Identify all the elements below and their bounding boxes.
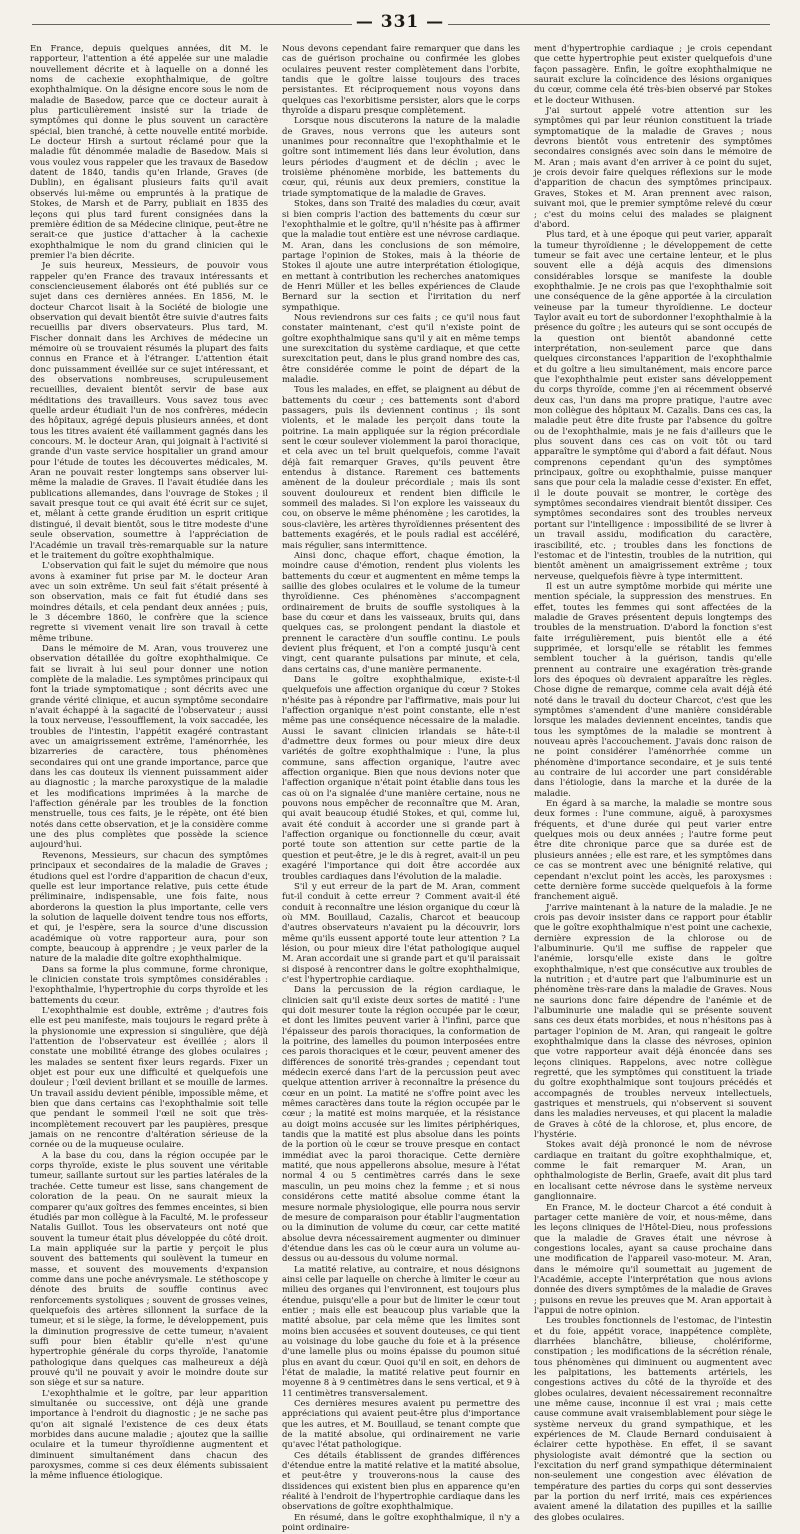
paragraph: Ainsi donc, chaque effort, chaque émotion, la moindre cause d'émotion, rendent plus violents les battements du cœur et augmentent en même temps la saillie des globes oculaires et le volume de la tumeur thyroïdienne. Ces phénomènes s'accompagnent ordinairement de bruits de souffle systoliques à la base du cœur et dans les vaisseaux, bruits qui, dans quelques cas, se prolongent pendant la diastole et prennent le caractère d'un souffle continu. Le pouls devient plus fréquent, et l'on a compté jusqu'à cent vingt, cent quarante pulsations par minute, et cela, dans certains cas, d'une manière permanente. [282, 550, 520, 675]
paragraph: En France, M. le docteur Charcot a été conduit à partager cette manière de voir, et nous-même, dans les leçons cliniques de l'Hôtel-Dieu, nous professions que la maladie de Graves était une névrose à congestions locales, ayant sa cause prochaine dans une modification de l'appareil vaso-moteur. M. Aran, dans le mémoire qu'il soumettait au jugement de l'Académie, accepte l'interprétation que nous avions donnée des divers symptômes de la maladie de Graves ; puisons en revue les preuves que M. Aran apportait à l'appui de notre opinion. [534, 1202, 772, 1316]
paragraph: Dans sa forme la plus commune, forme chronique, le clinicien constate trois symptômes considérables : l'exophthalmie, l'hypertrophie du corps thyroïde et les battements du cœur. [30, 964, 268, 1006]
paragraph: S'il y eut erreur de la part de M. Aran, comment fut-il conduit à cette erreur ? Comment avait-il été conduit à reconnaître une lésion organique du cœur là où MM. Bouillaud, Cazalis, Charcot et beaucoup d'autres observateurs n'avaient pu la découvrir, lors même qu'ils eussent apporté toute leur attention ? La lésion, ou pour mieux dire l'état pathologique auquel M. Aran accordait une si grande part et qu'il paraissait si disposé à rencontrer dans le goître exophthalmique, c'est l'hypertrophie cardiaque. [282, 881, 520, 985]
paragraph: Plus tard, et à une époque qui peut varier, apparaît la tumeur thyroïdienne ; le développement de cette tumeur se fait avec une certaine lenteur, et le plus souvent elle a déjà acquis des dimensions considérables lorsque se manifeste la double exophthalmie. Je ne crois pas que l'exophthalmie soit une conséquence de la gêne apportée à la circulation veineuse par la tumeur thyroïdienne. Le docteur Taylor avait eu tort de subordonner l'exophthalmie à la présence du goître ; les auteurs qui se sont occupés de la question ont bientôt abandonné cette interprétation, non-seulement parce que dans quelques circonstances l'apparition de l'exophthalmie et du goître a lieu simultanément, mais encore parce que l'exophthalmie peut exister sans développement du corps thyroïde, comme j'en ai récemment observé deux cas, l'un dans ma propre pratique, l'autre avec mon collègue des hôpitaux M. Cazalis. Dans ces cas, la maladie peut être dite fruste par l'absence du goître ou de l'exophthalmie, mais je ne fais d'ailleurs que le plus souvent dans ces cas on voit tôt ou tard apparaître le symptôme qui d'abord a fait défaut. Nous comprenons cependant qu'un des symptômes principaux, goître ou exophthalmie, puisse manquer sans que pour cela la maladie cesse d'exister. En effet, il le doute pouvait se montrer, le cortège des symptômes secondaires viendrait bientôt dissiper. Ces symptômes secondaires sont des troubles nerveux portant sur l'intelligence : impossibilité de se livrer à un travail assidu, modification du caractère, irascibilité, etc. ; troubles dans les fonctions de l'estomac et de l'intestin, troubles de la nutrition, qui bientôt amènent un amaigrissement extrême ; toux nerveuse, quelquefois fièvre à type intermittent. [534, 230, 772, 582]
paragraph: Dans le goître exophthalmique, existe-t-il quelquefois une affection organique du cœur ? Stokes n'hésite pas à répondre par l'affirmative, mais pour lui l'affection organique n'est point constante, elle n'est même pas une conséquence nécessaire de la maladie. Aussi le savant clinicien irlandais se hâte-t-il d'admettre deux formes ou pour mieux dire deux variétés de goître exophthalmique : l'une, la plus commune, sans affection organique, l'autre avec affection organique. Bien que nous devions noter que l'affection organique n'était point établie dans tous les cas où on l'a signalée d'une manière certaine, nous ne pouvons nous empêcher de reconnaître que M. Aran, qui avait beaucoup étudié Stokes, et qui, comme lui, avait été conduit à accorder une si grande part à l'affection organique ou fonctionnelle du cœur, avait porté toute son attention sur cette partie de la question et peut-être, je le dis à regret, avait-il un peu exagéré l'importance qui doit être accordée aux troubles cardiaques dans l'évolution de la maladie. [282, 674, 520, 882]
text-columns [30, 44, 772, 1534]
paragraph: En égard à sa marche, la maladie se montre sous deux formes : l'une commune, aiguë, à paroxysmes fréquents, et d'une durée qui peut varier entre quelques mois ou deux années ; l'autre forme peut être dite chronique parce que sa durée est de plusieurs années ; elle est rare, et les symptômes dans ce cas se montrent avec une bénignité relative, qui cependant n'exclut point les accès, les paroxysmes : cette dernière forme succède quelquefois à la forme franchement aiguë. [534, 799, 772, 903]
header-rule-left [32, 24, 362, 25]
paragraph: Dans la percussion de la région cardiaque, le clinicien sait qu'il existe deux sortes de matité : l'une qui doit mesurer toute la région occupée par le cœur, et dont les limites peuvent varier à l'infini, parce que l'épaisseur des parois thoraciques, la conformation de la poitrine, des lamelles du poumon interposées entre ces parois thoraciques et le cœur, peuvent amener des différences de sonorité très-grandes ; cependant tout médecin exercé dans l'art de la percussion peut avec quelque attention arriver à reconnaître la présence du cœur en un point. La matité ne s'offre point avec les mêmes caractères dans toute la région occupée par le cœur ; la matité est moins marquée, et la résistance au doigt moins accusée sur les limites périphériques, tandis que la matité est plus absolue dans les points de la portion où le cœur se trouve presque en contact immédiat avec la paroi thoracique. Cette dernière matité, que nous appellerons absolue, mesure à l'état normal 4 ou 5 centimètres carrés dans le sexe masculin, un peu moins chez la femme ; et si nous considérons cette matité absolue comme étant la mesure normale physiologique, elle pourra nous servir de mesure de comparaison pour établir l'augmentation ou la diminution de volume du cœur, car cette matité absolue devra nécessairement augmenter ou diminuer d'étendue dans les cas où le cœur aura un volume au-dessus ou au-dessous du volume normal. [282, 985, 520, 1265]
paragraph: En France, depuis quelques années, dit M. le rapporteur, l'attention a été appelée sur une maladie nouvellement décrite et à laquelle on a donné les noms de cachexie exophthalmique, de goître exophthalmique. On la désigne encore sous le nom de maladie de Basedow, parce que ce docteur aurait à plus particulièrement insisté sur la triade de symptômes qui donne le plus souvent un caractère spécial, bien tranché, à cette nouvelle entité morbide. Le docteur Hirsh a surtout réclamé pour que la maladie fût dénommée maladie de Basedow. Mais si vous voulez vous rappeler que les travaux de Basedow datent de 1840, tandis qu'en Irlande, Graves (de Dublin), en égalisant plusieurs faits qu'il avait observés lui-même ou empruntés à la pratique de Stokes, de Marsh et de Parry, publiait en 1835 des leçons qui plus tard furent consignées dans la première édition de sa Médecine clinique, peut-être ne serait-ce que justice d'attacher à la cachexie exophthalmique le nom du grand clinicien qui le premier l'a bien décrite. [30, 44, 268, 261]
paragraph: J'arrive maintenant à la nature de la maladie. Je ne crois pas devoir insister dans ce rapport pour établir que le goître exophthalmique n'est point une cachexie, dernière expression de la chlorose ou de l'albuminurie. Qu'il me suffise de rappeler que l'anémie, lorsqu'elle existe dans le goître exophthalmique, n'est que consécutive aux troubles de la nutrition ; et d'autre part que l'albuminurie est un phénomène très-rare dans la maladie de Graves. Nous ne saurions donc faire dépendre de l'anémie et de l'albuminurie une maladie qui se présente souvent sans ces deux états morbides, et nous n'hésitons pas à partager l'opinion de M. Aran, qui rangeait le goître exophthalmique dans la classe des névroses, opinion que votre rapporteur avait déjà énoncée dans ses leçons cliniques. Rappelons, avec notre collègue regretté, que les symptômes qui constituent la triade du goître exophthalmique sont toujours précédés et accompagnés de troubles nerveux intellectuels, gastriques et menstruels, qui n'observent si souvent dans les maladies nerveuses, et qui placent la maladie de Graves à côté de la chlorose, et, plus encore, de l'hystérie. [534, 902, 772, 1141]
paragraph: La matité relative, au contraire, et nous désignons ainsi celle par laquelle on cherche à limiter le cœur au milieu des organes qui l'environnent, est toujours plus étendue, puisqu'elle a pour but de limiter le cœur tout entier ; mais elle est beaucoup plus variable que la matité absolue, par cela même que les limites sont moins bien accusées et souvent douteuses, ce qui tient au voisinage du lobe gauche du foie et à la présence d'une lamelle plus ou moins épaisse du poumon situé plus en avant du cœur. Quoi qu'il en soit, en dehors de l'état de maladie, la matité relative peut fournir en moyenne 8 à 9 centimètres dans le sens vertical, et 9 à 11 centimètres transversalement. [282, 1264, 520, 1399]
column-right [534, 44, 772, 1523]
page-number: — 331 — [352, 12, 448, 32]
page-header [0, 12, 800, 36]
paragraph: Ces dernières mesures avaient pu permettre des appréciations qui avaient peut-être plus d'importance que les autres, et M. Bouillaud, se tenant compte que de la matité absolue, qui ordinairement ne varie qu'avec l'état pathologique. [282, 1399, 520, 1451]
paragraph: A la base du cou, dans la région occupée par le corps thyroïde, existe le plus souvent une véritable tumeur, saillante surtout sur les parties latérales de la trachée. Cette tumeur est lisse, sans changement de coloration de la peau. On ne saurait mieux la comparer qu'aux goîtres des femmes enceintes, si bien étudiés par mon collègue à la Faculté, M. le professeur Natalis Guillot. Tous les observateurs ont noté que souvent la tumeur était plus développée du côté droit. La main appliquée sur la partie y perçoit le plus souvent des battements qui soulèvent la tumeur en masse, et souvent des mouvements d'expansion comme dans une poche anévrysmale. Le stéthoscope y dénote des bruits de souffle continus avec renforcements systoliques ; souvent de grosses veines, quelquefois des artères sillonnent la surface de la tumeur, et si le siège, la forme, le développement, puis la diminution progressive de cette tumeur, n'avaient suffi pour bien établir qu'elle n'est qu'une hypertrophie générale du corps thyroïde, l'anatomie pathologique dans quelques cas malheureux a déjà prouvé qu'il ne pouvait y avoir le moindre doute sur son siège et sur sa nature. [30, 1150, 268, 1389]
paragraph: Ces détails établissent de grandes différences d'étendue entre la matité relative et la matité absolue, et peut-être y trouverons-nous la cause des dissidences qui existent bien plus en apparence qu'en réalité à l'endroit de l'hypertrophie cardiaque dans les observations de goître exophthalmique. [282, 1450, 520, 1513]
paragraph: Stokes, dans son Traité des maladies du cœur, avait si bien compris l'action des battements du cœur sur l'exophthalmie et le goître, qu'il n'hésite pas à affirmer que la maladie tout entière est une névrose cardiaque. M. Aran, dans les conclusions de son mémoire, partage l'opinion de Stokes, mais à la théorie de Stokes il ajoute une autre interprétation étiologique, en mettant à contribution les recherches anatomiques de Henri Müller et les belles expériences de Claude Bernard sur la section et l'irritation du nerf sympathique. [282, 199, 520, 313]
paragraph: J'ai surtout appelé votre attention sur les symptômes qui par leur réunion constituent la triade symptomatique de la maladie de Graves ; nous devrons bientôt vous entretenir des symptômes secondaires consignés avec soin dans le mémoire de M. Aran ; mais avant d'en arriver à ce point du sujet, je crois devoir faire quelques réflexions sur le mode d'apparition de chacun des symptômes principaux. Graves, Stokes et M. Aran prennent avec raison, suivant moi, que le premier symptôme relevé du cœur ; c'est du moins celui des malades se plaignent d'abord. [534, 106, 772, 230]
paragraph: Dans le mémoire de M. Aran, vous trouverez une observation détaillée du goître exophthalmique. Ce fait se livrait à lui seul pour donner une notion complète de la maladie. Les symptômes principaux qui font la triade symptomatique ; sont décrits avec une grande vérité clinique, et aucun symptôme secondaire n'avait échappé à la sagacité de l'observateur ; aussi la toux nerveuse, l'essoufflement, la voix saccadée, les troubles de l'intestin, l'appétit exagéré contrastant avec un amaigrissement extrême, l'aménorrhée, les bizarreries de caractère, tous phénomènes secondaires qui ont une grande importance, parce que dans les cas douteux ils viennent puissamment aider au diagnostic ; la marche paroxystique de la maladie et les modifications imprimées à la marche de l'affection générale par les troubles de la fonction menstruelle, tous ces faits, je le répète, ont été bien notés dans cette observation, et je la considère comme une des plus complètes que possède la science aujourd'hui. [30, 643, 268, 851]
column-middle [282, 44, 520, 1534]
paragraph: Il est un autre symptôme morbide qui mérite une mention spéciale, la suppression des menstrues. En effet, toutes les femmes qui sont affectées de la maladie de Graves présentent depuis longtemps des troubles de la menstruation. D'abord la fonction s'est faite irrégulièrement, puis bientôt elle a été supprimée, et lorsqu'elle se rétablit les femmes semblent toucher à la guérison, tandis qu'elle prennent au contraire une exagération très-grande lors des époques où devraient apparaître les règles. Chose digne de remarque, comme cela avait déjà été noté dans le travail du docteur Charcot, c'est que les symptômes s'amendent d'une manière considérable lorsque les malades deviennent enceintes, tandis que tous les symptômes de la maladie se montrent à nouveau après l'accouchement. J'avais donc raison de ne point considérer l'aménorrhée comme un phénomène d'importance secondaire, et je suis tenté au contraire de lui accorder une part considérable dans l'étiologie, dans la marche et la durée de la maladie. [534, 581, 772, 799]
paragraph: Je suis heureux, Messieurs, de pouvoir vous rappeler qu'en France des travaux intéressants et consciencieusement élaborés ont été publiés sur ce sujet dans ces dernières années. En 1856, M. le docteur Charcot lisait à la Société de biologie une observation qui devait bientôt être suivie d'autres faits recueillis par divers observateurs. Plus tard, M. Fischer donnait dans les Archives de médecine un mémoire où se trouvaient résumés la plupart des faits connus en France et à l'étranger. L'attention était donc puissamment éveillée sur ce sujet intéressant, et des observations nombreuses, scrupuleusement recueillies, devaient bientôt servir de base aux méditations des travailleurs. Vous savez tous avec quelle ardeur étudiait l'un de nos confrères, médecin des hôpitaux, agrégé depuis plusieurs années, et dont tous les titres avaient été vaillamment gagnés dans les concours. M. le docteur Aran, qui joignait à l'activité si grande d'un vaste service hospitalier un grand amour pour l'étude de toutes les découvertes médicales, M. Aran ne pouvait rester longtemps sans observer lui-même la maladie de Graves. Il l'avait étudiée dans les publications allemandes, dans l'ouvrage de Stokes ; il savait presque tout ce qui avait été écrit sur ce sujet, et, mêlant à cette grande érudition un esprit critique distingué, il devait bientôt, sous le titre modeste d'une seule observation, soumettre à l'appréciation de l'Académie un travail très-remarquable sur la nature et le traitement du goître exophthalmique. [30, 261, 268, 561]
paragraph: ment d'hypertrophie cardiaque ; je crois cependant que cette hypertrophie peut exister quelquefois d'une façon passagère. Enfin, le goître exophthalmique ne saurait exclure la coïncidence des lésions organiques du cœur, comme cela été très-bien observé par Stokes et le docteur Withusen. [534, 44, 772, 106]
paragraph: Revenons, Messieurs, sur chacun des symptômes principaux et secondaires de la maladie de Graves ; étudions quel est l'ordre d'apparition de chacun d'eux, quelle est leur importance relative, puis cette étude préliminaire, indispensable, une fois faite, nous aborderons la question la plus importante, celle vers la solution de laquelle doivent tendre tous nos efforts, et qui, je l'espère, sera la source d'une discussion académique où votre rapporteur aura, pour son compte, beaucoup à apprendre ; je veux parler de la nature de la maladie dite goître exophthalmique. [30, 850, 268, 965]
paragraph: Nous reviendrons sur ces faits ; ce qu'il nous faut constater maintenant, c'est qu'il n'existe point de goître exophthalmique sans qu'il y ait en même temps une surexcitation du système cardiaque, et que cette surexcitation peut, dans le plus grand nombre des cas, être considérée comme le point de départ de la maladie. [282, 312, 520, 385]
paragraph: Les troubles fonctionnels de l'estomac, de l'intestin et du foie, appétit vorace, inappétence complète, diarrhées blanchâtre, bilieuse, cholériforme, constipation ; les modifications de la sécrétion rénale, tous phénomènes qui diminuent ou augmentent avec les palpitations, les battements artériels, les congestions actives du côté de la thyroïde et des globes oculaires, devaient nécessairement reconnaître une même cause, inconnue il est vrai ; mais cette cause commune avait vraisemblablement pour siège le système nerveux du grand sympathique, et les expériences de M. Claude Bernard conduisaient à éclairer cette hypothèse. En effet, il se savant physiologiste avait démontré que la section ou l'excitation du nerf grand sympathique déterminaient non-seulement une congestion avec élévation de température des parties du corps qui sont desservies par la portion du nerf irrité, mais ces expériences avaient amené la dilatation des pupilles et la saillie des globes oculaires. [534, 1316, 772, 1523]
paragraph: Stokes avait déjà prononcé le nom de névrose cardiaque en traitant du goître exophthalmique, et, comme le fait remarquer M. Aran, un ophthalmologiste de Berlin, Graefe, avait dit plus tard en localisant cette névrose dans le système nerveux ganglionnaire. [534, 1140, 772, 1203]
header-rule-right [438, 24, 770, 25]
paragraph: En résumé, dans le goître exophthalmique, il n'y a point ordinaire- [282, 1512, 520, 1534]
paragraph: Tous les malades, en effet, se plaignent au début de battements du cœur ; ces battements sont d'abord passagers, puis ils deviennent continus ; ils sont violents, et le malade les perçoit dans toute la poitrine. La main appliquée sur la région précordiale sent le cœur soulever violemment la paroi thoracique, et cela avec un tel bruit quelquefois, comme l'avait déjà fait remarquer Graves, qu'ils peuvent être entendus à distance. Rarement ces battements amènent de la douleur précordiale ; mais ils sont souvent douloureux et rendent bien difficile le sommeil des malades. Si l'on explore les vaisseaux du cou, on observe le même phénomène ; les carotides, la sous-clavière, les artères thyroïdiennes présentent des battements exagérés, et le pouls radial est accéléré, mais régulier, sans intermittence. [282, 385, 520, 551]
paragraph: L'exophthalmie et le goître, par leur apparition simultanée ou successive, ont déjà une grande importance à l'endroit du diagnostic ; je ne sache pas qu'on ait signalé l'existence de ces deux états morbides dans aucune maladie ; ajoutez que la saillie oculaire et la tumeur thyroïdienne augmentent et diminuent simultanément dans chacun des paroxysmes, comme si ces deux éléments subissaient la même influence étiologique. [30, 1388, 268, 1482]
paragraph: L'observation qui fait le sujet du mémoire que nous avons à examiner fut prise par M. le docteur Aran avec un soin extrême. Un seul fait s'était présenté à son observation, mais ce fait fut étudié dans ses moindres détails, et cela pendant deux années ; puis, le 3 décembre 1860, le confrère que la science regrette si vivement venait lire son travail à cette même tribune. [30, 561, 268, 644]
paragraph: L'exophthalmie est double, extrême ; d'autres fois elle est peu manifeste, mais toujours le regard prête à la physionomie une expression si singulière, que déjà l'attention de l'observateur est éveillée ; alors il constate une mobilité étrange des globes oculaires ; les malades se sentent fixer leurs regards. Fixer un objet est pour eux une difficulté et quelquefois une douleur ; l'œil devient brillant et se mouille de larmes. Un travail assidu devient pénible, impossible même, et bien que dans certains cas l'exophthalmie soit telle que pendant le sommeil l'œil ne soit que très-incomplètement recouvert par les paupières, presque jamais on ne rencontre d'altération sérieuse de la cornée ou de la muqueuse oculaire. [30, 1005, 268, 1151]
paragraph: Nous devons cependant faire remarquer que dans les cas de guérison prochaine ou confirmée les globes oculaires peuvent rester complètement dans l'orbite, tandis que le goître laisse toujours des traces persistantes. Et réciproquement nous voyons dans quelques cas l'exorbitisme persister, alors que le corps thyroïde a disparu presque complètement. [282, 44, 520, 117]
column-left [30, 44, 268, 1482]
paragraph: Lorsque nous discuterons la nature de la maladie de Graves, nous verrons que les auteurs sont unanimes pour reconnaître que l'exophthalmie et le goître sont intimement liés dans leur évolution, dans leurs périodes d'augment et de déclin ; avec le troisième phénomène morbide, les battements du cœur, qui, réunis aux deux premiers, constitue la triade symptomatique de la maladie de Graves. [282, 116, 520, 199]
